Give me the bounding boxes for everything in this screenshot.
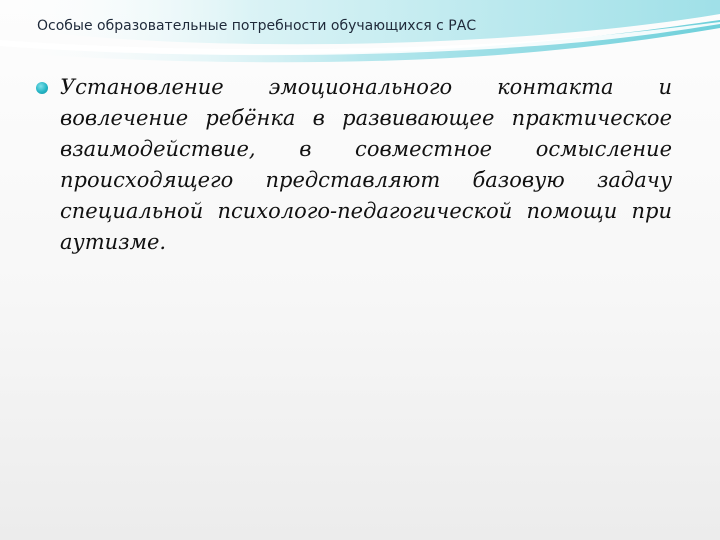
- bullet-item: [36, 72, 672, 258]
- header-wave-decoration: [0, 0, 720, 70]
- bullet-dot-icon: [36, 82, 48, 94]
- bullet-text: Установление эмоционального контакта и вовлечение ребёнка в развивающее практическое взаимодействие, в совместное осмысление происходящего представляют базовую задачу специальной психолого-педагогической помощи при аутизме.: [60, 75, 672, 254]
- slide-title: Особые образовательные потребности обучающихся с РАС: [37, 18, 477, 34]
